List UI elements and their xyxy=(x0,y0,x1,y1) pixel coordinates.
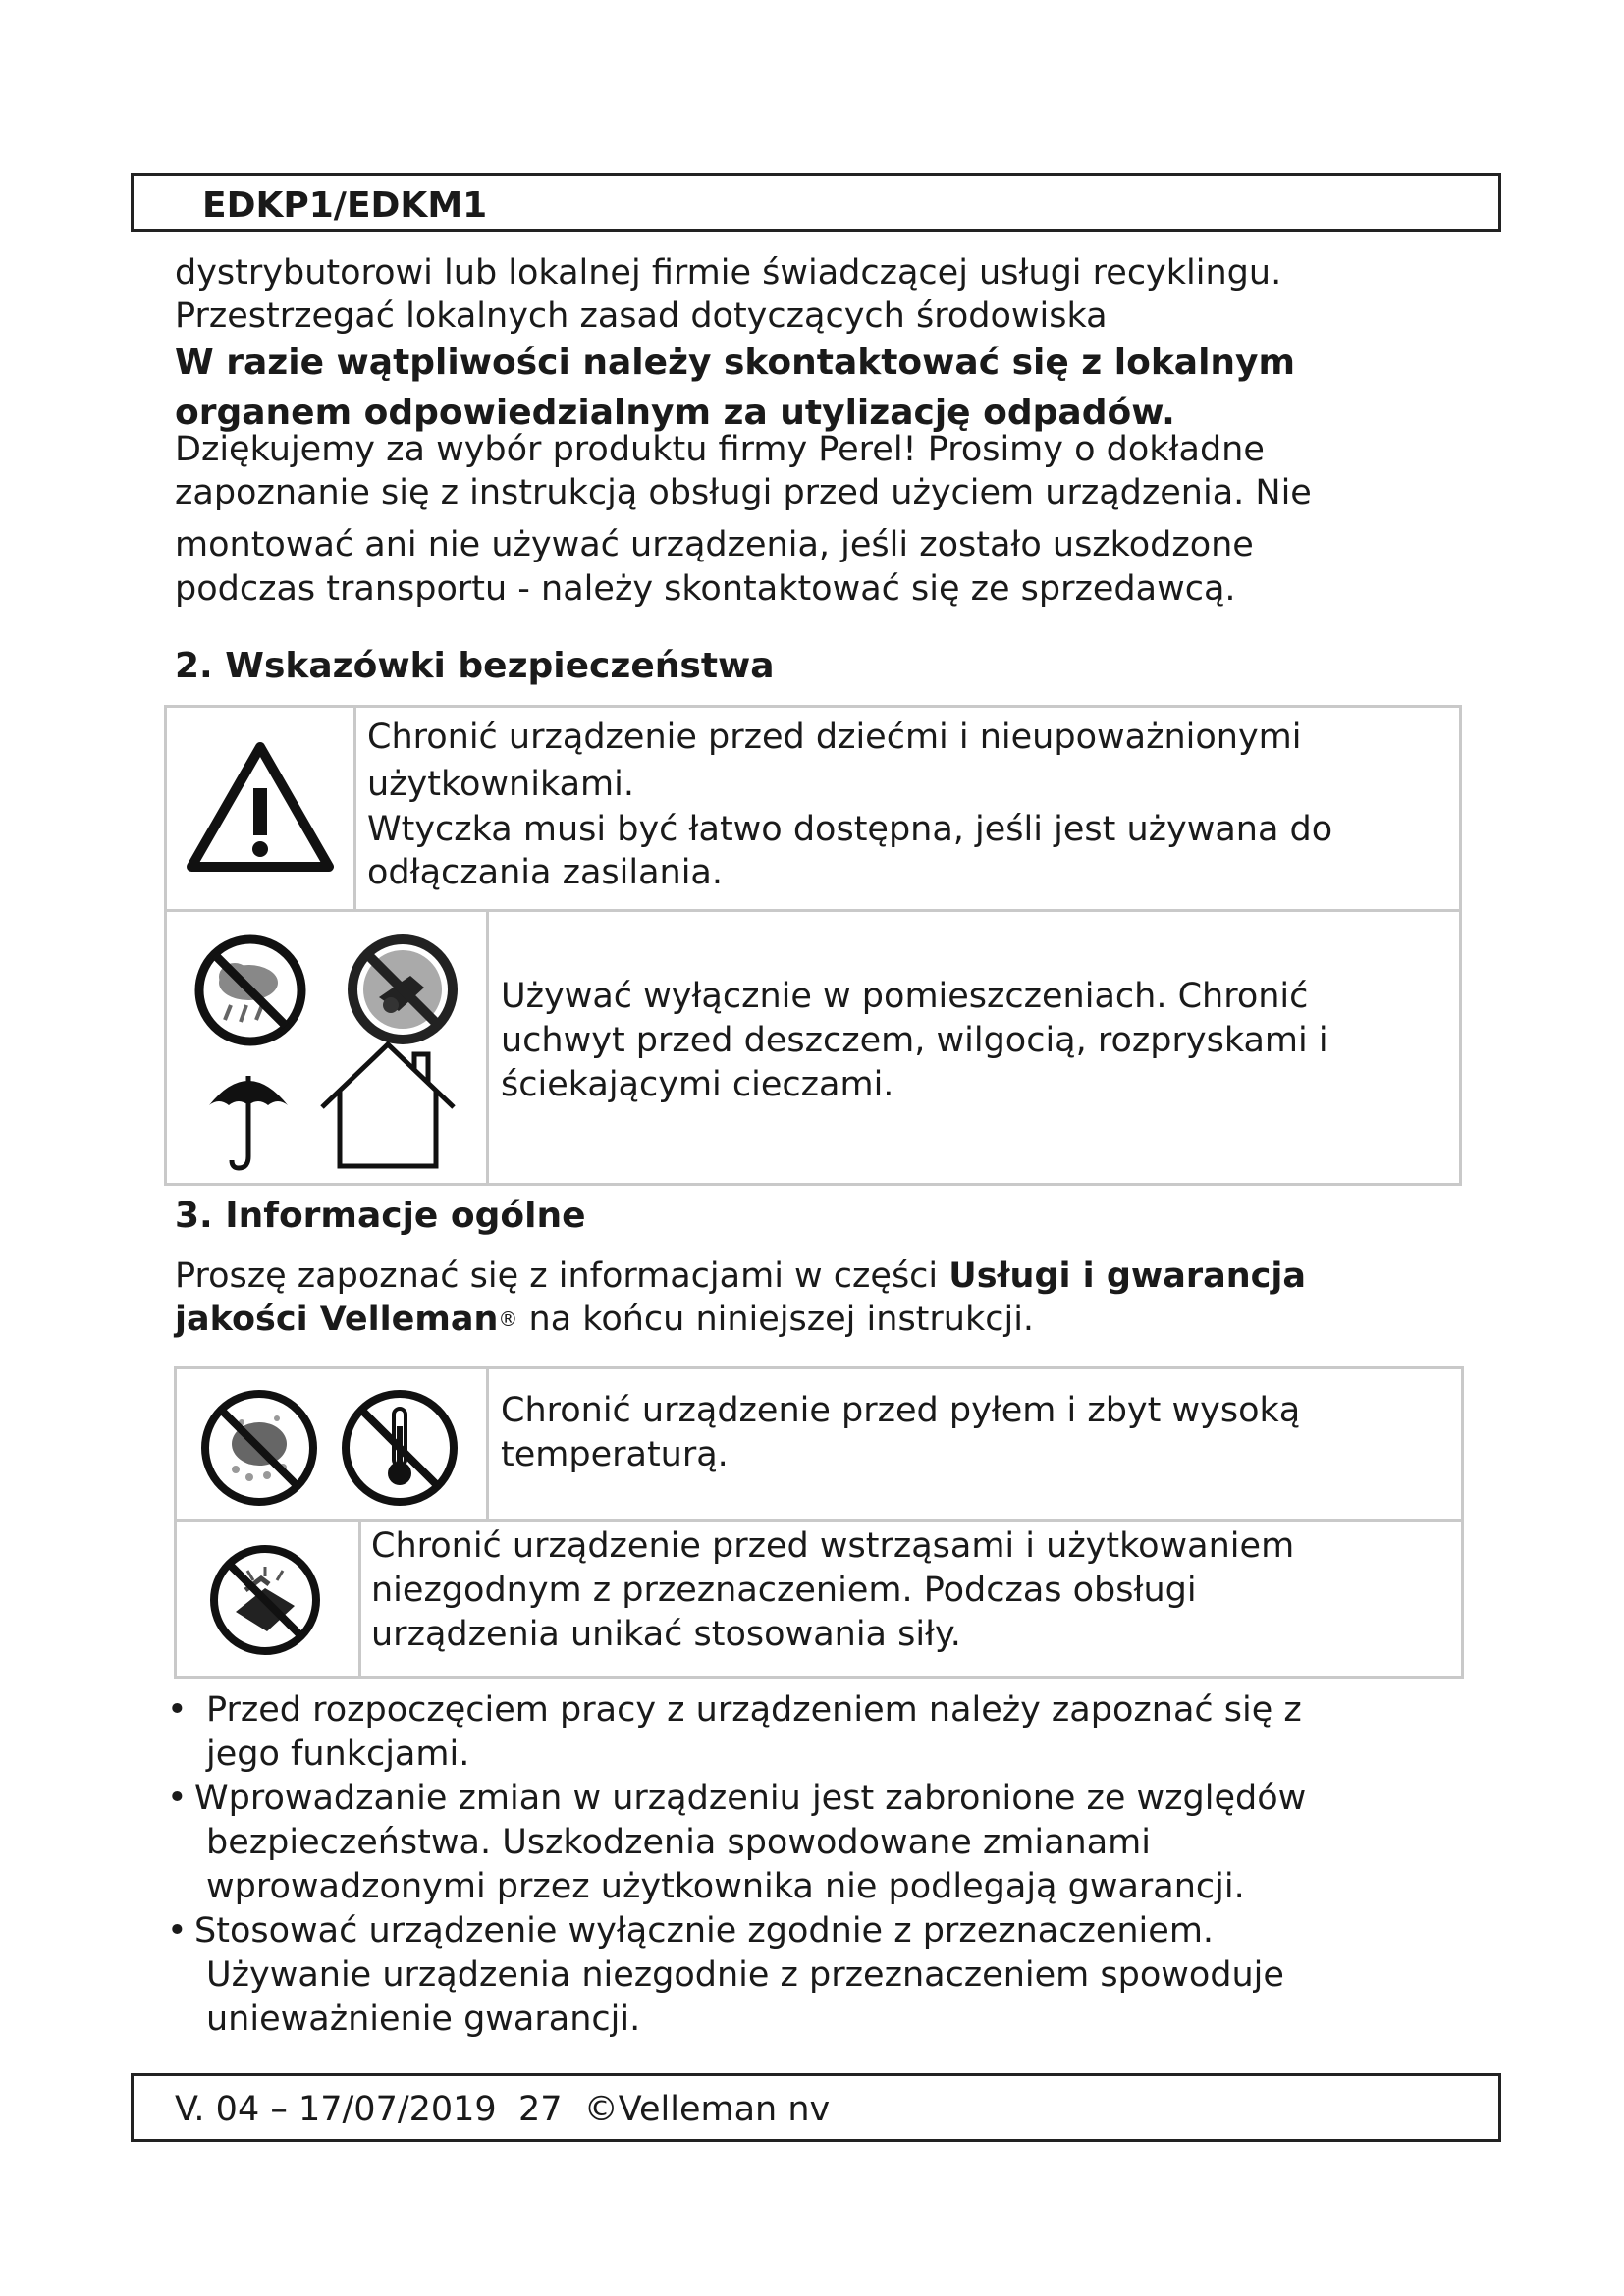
general-row-2-text-2: niezgodnym z przeznaczeniem. Podczas obsługi xyxy=(371,1571,1197,1610)
intro-line-1: dystrybutorowi lub lokalnej firmie świadczącej usługi recyklingu. xyxy=(175,253,1282,293)
safety-row-1-text-1: Chronić urządzenie przed dziećmi i nieupoważnionymi xyxy=(367,718,1302,757)
footer-text: V. 04 – 17/07/2019 27 ©Velleman nv xyxy=(175,2090,831,2129)
general-info-table xyxy=(174,1366,1464,1679)
section-3-paragraph-line-2: jakości Velleman® na końcu niniejszej instrukcji. xyxy=(175,1300,1035,1339)
safety-row-1-text-2: użytkownikami. xyxy=(367,765,635,804)
safety-row-2-text-2: uchwyt przed deszczem, wilgocią, rozpryskami i xyxy=(501,1021,1328,1060)
page-header xyxy=(131,173,1501,232)
model-name: EDKP1/EDKM1 xyxy=(202,186,488,226)
safety-row-1-text-3: Wtyczka musi być łatwo dostępna, jeśli jest używana do xyxy=(367,810,1333,849)
section-3-title: 3. Informacje ogólne xyxy=(175,1196,586,1236)
safety-row-1-text-4: odłączania zasilania. xyxy=(367,853,723,892)
general-info-bullets xyxy=(165,1688,1306,2042)
general-row-1-text-2: temperaturą. xyxy=(501,1435,729,1474)
safety-table xyxy=(164,705,1462,1186)
intro-line-6: podczas transportu - należy skontaktować się ze sprzedawcą. xyxy=(175,569,1236,609)
intro-bold-1: W razie wątpliwości należy skontaktować się z lokalnym xyxy=(175,343,1296,383)
no-splash-icon xyxy=(342,929,464,1051)
safety-row-2-text-1: Używać wyłącznie w pomieszczeniach. Chronić xyxy=(501,977,1309,1016)
intro-bold-2: organem odpowiedzialnym za utylizację odpadów. xyxy=(175,393,1175,433)
intro-line-4: zapoznanie się z instrukcją obsługi przed użyciem urządzenia. Nie xyxy=(175,473,1312,512)
no-rain-icon xyxy=(191,932,309,1049)
bullet-item: • Stosować urządzenie wyłącznie zgodnie z przeznaczeniem. Używanie urządzenia niezgodnie z przeznaczeniem spowoduje unieważnienie gwarancji. xyxy=(165,1909,1306,2042)
general-row-2-text-1: Chronić urządzenie przed wstrząsami i użytkowaniem xyxy=(371,1526,1295,1566)
warning-triangle-icon xyxy=(187,739,334,877)
umbrella-icon xyxy=(204,1066,293,1174)
no-heat-icon xyxy=(339,1387,461,1510)
house-icon xyxy=(314,1037,461,1174)
safety-row-2-text-3: ściekającymi cieczami. xyxy=(501,1065,894,1104)
section-2-title: 2. Wskazówki bezpieczeństwa xyxy=(175,646,775,686)
intro-line-2: Przestrzegać lokalnych zasad dotyczących środowiska xyxy=(175,296,1108,336)
bullet-item: • Wprowadzanie zmian w urządzeniu jest zabronione ze względów bezpieczeństwa. Uszkodzenia spowodowane zmianami wprowadzonymi przez użytkownika nie podlegają gwarancji. xyxy=(165,1777,1306,1909)
no-shock-icon xyxy=(206,1541,324,1659)
page-footer xyxy=(131,2073,1501,2142)
intro-line-3: Dziękujemy za wybór produktu firmy Perel! Prosimy o dokładne xyxy=(175,430,1265,469)
bullet-item: • Przed rozpoczęciem pracy z urządzeniem należy zapoznać się z jego funkcjami. xyxy=(165,1688,1306,1777)
section-3-paragraph-line-1: Proszę zapoznać się z informacjami w części Usługi i gwarancja xyxy=(175,1256,1307,1296)
intro-line-5: montować ani nie używać urządzenia, jeśli zostało uszkodzone xyxy=(175,525,1254,564)
general-row-2-text-3: urządzenia unikać stosowania siły. xyxy=(371,1615,961,1654)
general-row-1-text-1: Chronić urządzenie przed pyłem i zbyt wysoką xyxy=(501,1391,1301,1430)
no-dust-icon xyxy=(198,1387,321,1510)
